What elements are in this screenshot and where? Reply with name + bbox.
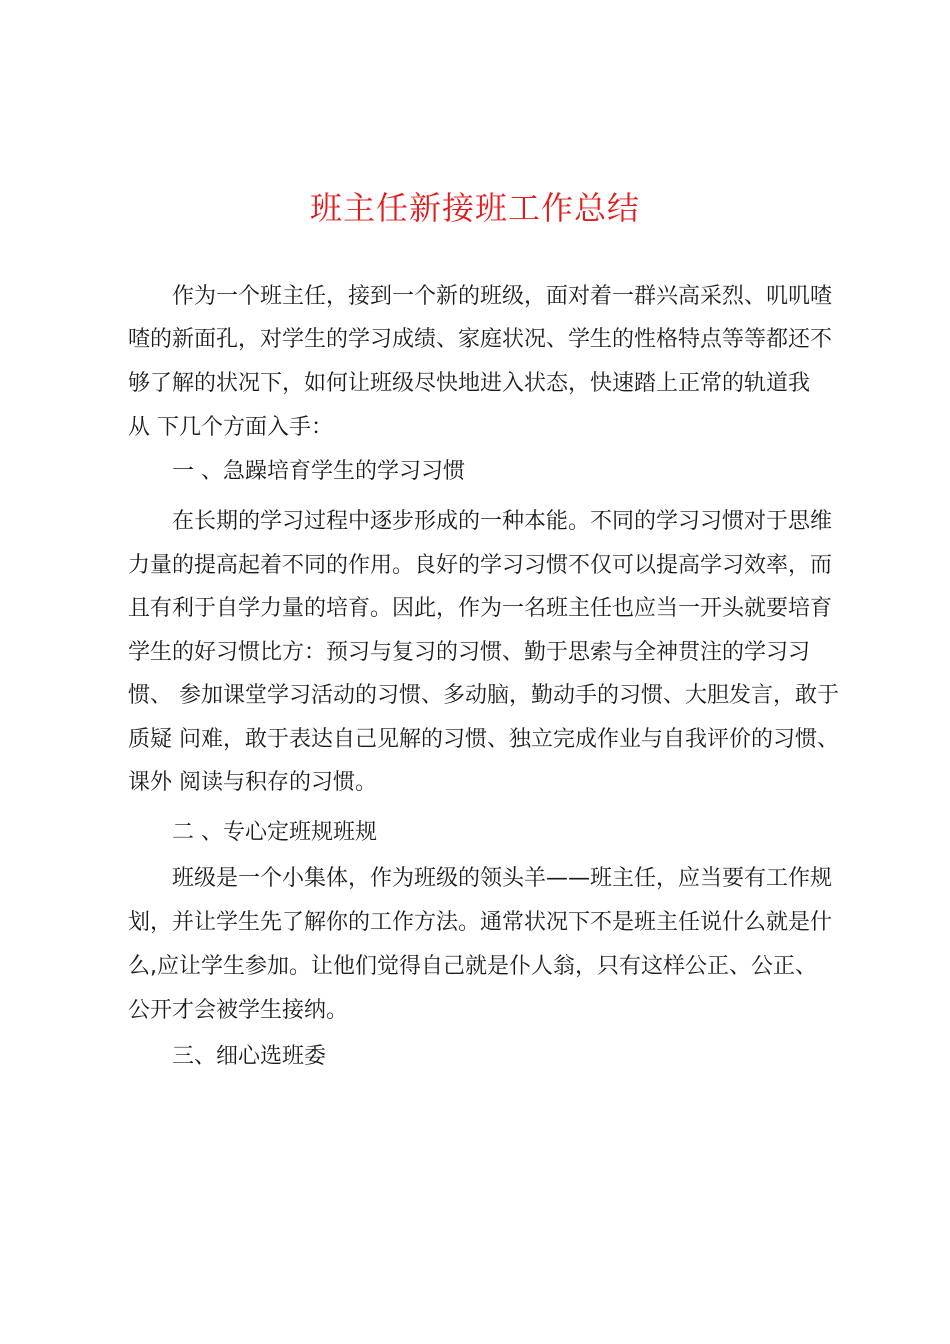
paragraph-line: 喳的新面孔，对学生的学习成绩、家庭状况、学生的性格特点等等都还不 (128, 327, 833, 352)
section-heading-2: 二 、专心定班规班规 (172, 820, 377, 845)
paragraph-line: 班级是一个小集体，作为班级的领头羊——班主任，应当要有工作规 (172, 866, 833, 891)
paragraph-line: 课外 阅读与积存的习惯。 (128, 770, 377, 795)
paragraph-line: 力量的提高起着不同的作用。良好的学习习惯不仅可以提高学习效率，而 (128, 553, 833, 578)
section-heading-3: 三、细心选班委 (172, 1044, 327, 1069)
paragraph-line: 学生的好习惯比方：预习与复习的习惯、勤于思索与全神贯注的学习习 (128, 640, 811, 665)
paragraph-line: 且有利于自学力量的培育。因此，作为一名班主任也应当一开头就要培育 (128, 596, 833, 621)
paragraph-line: 公开才会被学生接纳。 (128, 998, 349, 1023)
paragraph-line: 质疑 问难，敢于表达自己见解的习惯、独立完成作业与自我评价的习惯、 (128, 727, 839, 752)
document-title: 班主任新接班工作总结 (309, 189, 640, 227)
section-heading-1: 一 、急躁培育学生的学习习惯 (172, 459, 465, 484)
paragraph-line: 作为一个班主任，接到一个新的班级，面对着一群兴高采烈、叽叽喳 (172, 284, 833, 309)
paragraph-line: 惯、 参加课堂学习活动的习惯、多动脑，勤动手的习惯、大胆发言，敢于 (128, 683, 839, 708)
paragraph-line: 从 下几个方面入手： (128, 415, 333, 440)
paragraph-line: 么,应让学生参加。让他们觉得自己就是仆人翁，只有这样公正、公正、 (128, 954, 817, 979)
paragraph-line: 在长期的学习过程中逐步形成的一种本能。不同的学习习惯对于思维 (172, 509, 833, 534)
paragraph-line: 划，并让学生先了解你的工作方法。通常状况下不是班主任说什么就是什 (128, 910, 833, 935)
paragraph-line: 够了解的状况下，如何让班级尽快地进入状态，快速踏上正常的轨道我 (128, 371, 811, 396)
